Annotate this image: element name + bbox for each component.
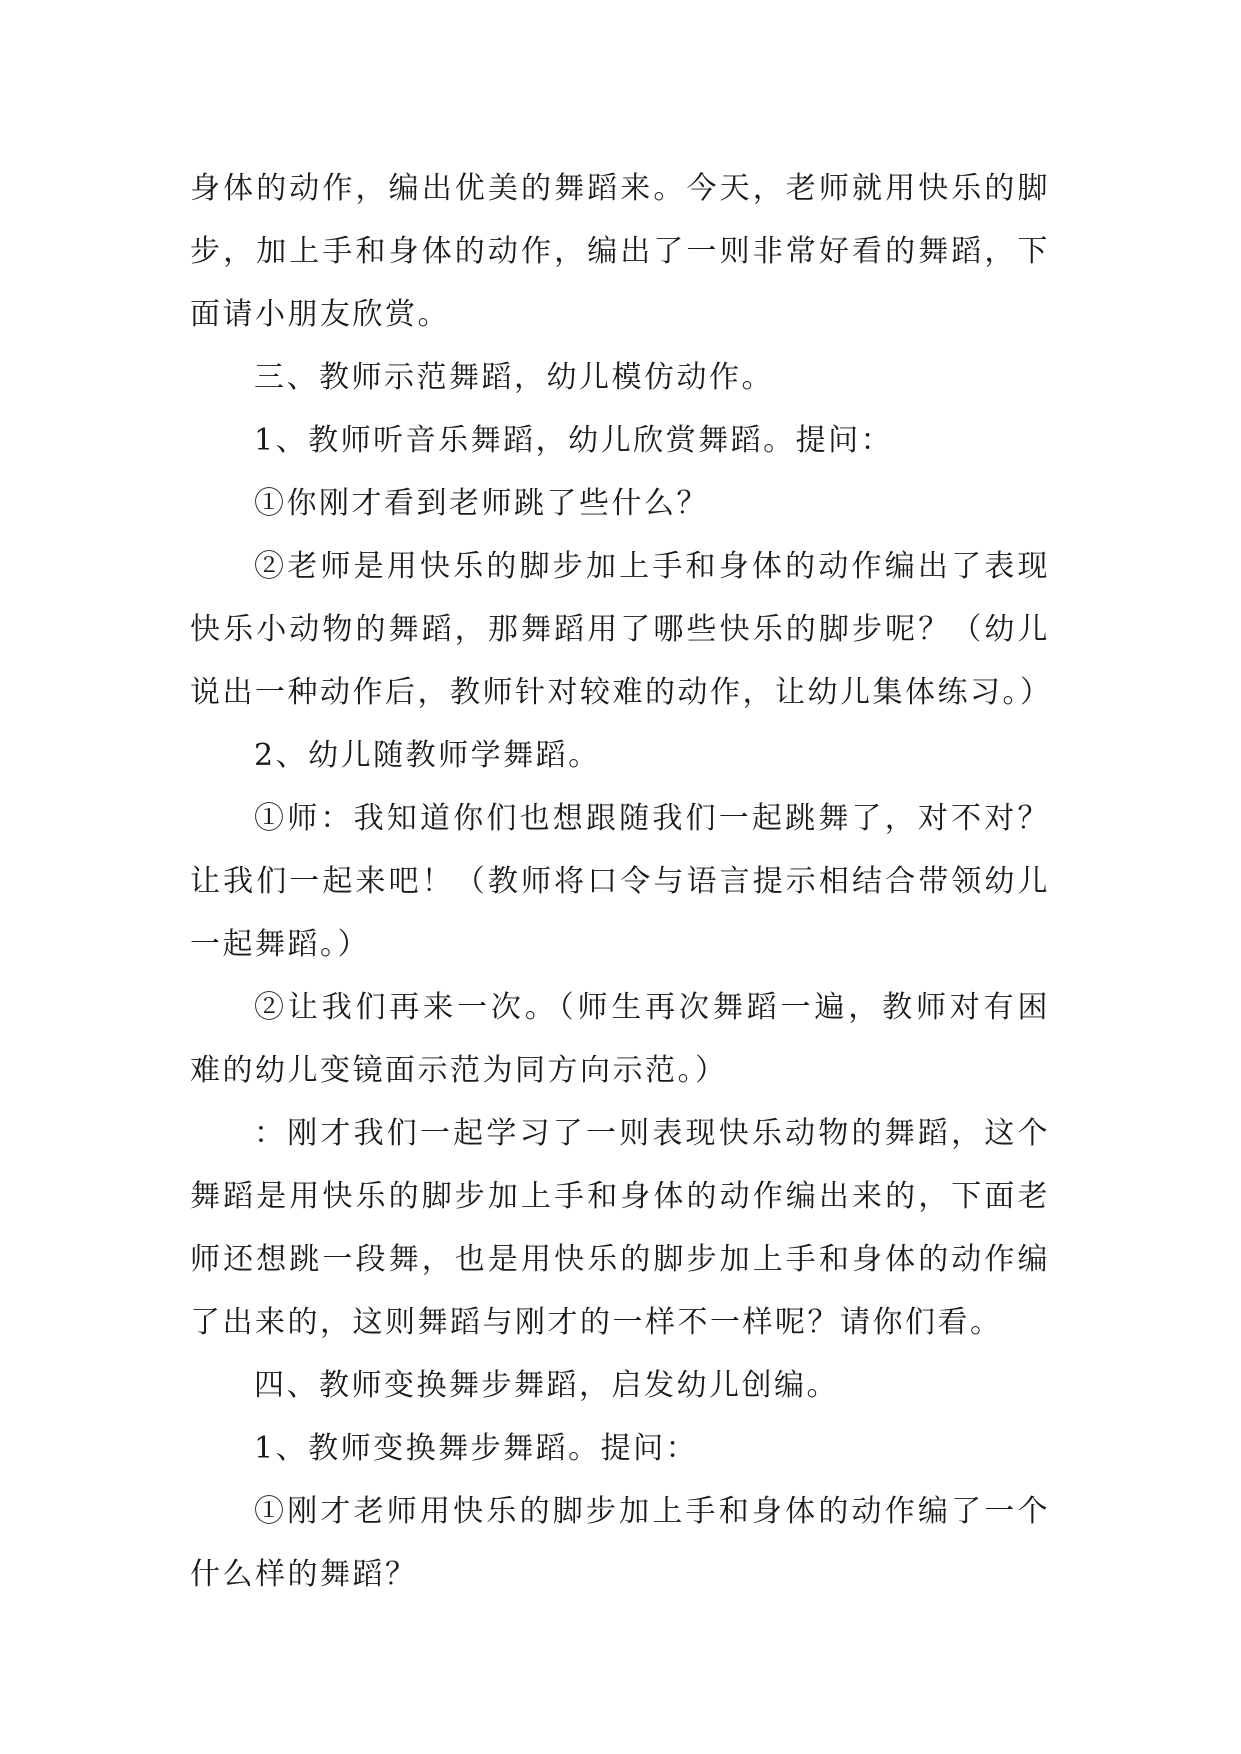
question-1: ①你刚才看到老师跳了些什么？ bbox=[254, 486, 709, 521]
section-heading-4: 四、教师变换舞步舞蹈，启发幼儿创编。 bbox=[254, 1368, 839, 1403]
question-2: ②老师是用快乐的脚步加上手和身体的动作编出了表现快乐小动物的舞蹈，那舞蹈用了哪些快乐的脚步呢？（幼儿说出一种动作后，教师针对较难的动作，让幼儿集体练习。） bbox=[190, 549, 1053, 710]
teacher-line-2: ②让我们再来一次。（师生再次舞蹈一遍，教师对有困难的幼儿变镜面示范为同方向示范。） bbox=[190, 990, 1050, 1088]
question-3: ①刚才老师用快乐的脚步加上手和身体的动作编了一个什么样的舞蹈？ bbox=[190, 1494, 1050, 1592]
section-heading-3: 三、教师示范舞蹈，幼儿模仿动作。 bbox=[254, 360, 774, 395]
paragraph-step-3: 1、教师变换舞步舞蹈。提问： bbox=[254, 1431, 699, 1466]
teacher-line-1: ①师：我知道你们也想跟随我们一起跳舞了，对不对？让我们一起来吧！（教师将口令与语言提示相结合带领幼儿一起舞蹈。） bbox=[190, 801, 1050, 962]
document-body bbox=[190, 157, 1053, 1606]
paragraph-step-2: 2、幼儿随教师学舞蹈。 bbox=[254, 738, 601, 773]
paragraph-1: 身体的动作，编出优美的舞蹈来。今天，老师就用快乐的脚步，加上手和身体的动作，编出了一则非常好看的舞蹈，下面请小朋友欣赏。 bbox=[190, 171, 1050, 332]
paragraph-step-1: 1、教师听音乐舞蹈，幼儿欣赏舞蹈。提问： bbox=[254, 423, 894, 458]
summary-paragraph: ：刚才我们一起学习了一则表现快乐动物的舞蹈，这个舞蹈是用快乐的脚步加上手和身体的动作编出来的，下面老师还想跳一段舞，也是用快乐的脚步加上手和身体的动作编了出来的，这则舞蹈与刚才的一样不一样呢？请你们看。 bbox=[190, 1116, 1050, 1340]
